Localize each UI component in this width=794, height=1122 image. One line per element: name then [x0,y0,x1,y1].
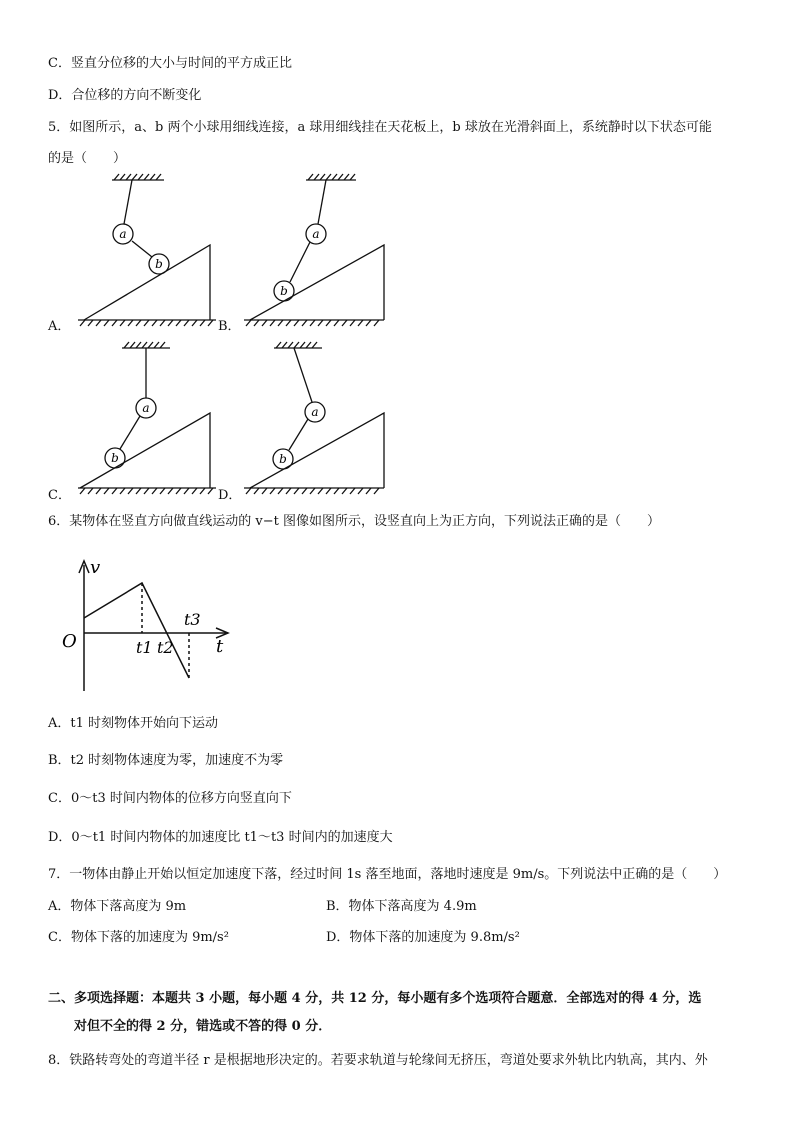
q4-option-c: C．竖直分位移的大小与时间的平方成正比 [48,56,292,71]
q7-option-c: C．物体下落的加速度为 9m/s² [48,930,229,945]
q6-option-b: B．t2 时刻物体速度为零，加速度不为零 [48,753,284,768]
ball-a-label: a [311,405,319,419]
q4-option-d: D．合位移的方向不断变化 [48,88,202,103]
t3-label: t3 [184,610,201,629]
q5-figure-d [238,340,398,500]
ground-hatch [246,320,379,326]
q8-stem: 8．铁路转弯处的弯道半径 r 是根据地形决定的。若要求轨道与轮缘间无挤压，弯道处要求外轨比内轨高，其内、外 [48,1053,708,1068]
ball-b-label: b [280,284,288,298]
q7-option-a: A．物体下落高度为 9m [48,899,187,914]
v-axis-label: v [90,557,101,578]
ball-b-label: b [155,257,163,271]
vt-line [84,583,189,678]
ground-hatch [80,488,213,494]
ceiling-hatch [114,174,161,180]
q5-label-c: C． [48,488,71,503]
q6-stem: 6．某物体在竖直方向做直线运动的 v−t 图像如图所示，设竖直向上为正方向，下列说法正确的是（ ） [48,514,660,529]
ground-hatch [246,488,379,494]
section2-heading-line1: 二、多项选择题：本题共 3 小题，每小题 4 分，共 12 分，每小题有多个选项符合题意．全部选对的得 4 分，选 [48,991,702,1006]
q6-option-a: A．t1 时刻物体开始向下运动 [48,716,219,731]
q5-figure-a [70,172,230,332]
t2-label: t2 [157,638,174,657]
t-axis-label: t [216,636,224,657]
q5-stem-line1: 5．如图所示，a、b 两个小球用细线连接，a 球用细线挂在天花板上，b 球放在光滑斜面上，系统静时以下状态可能 [48,120,712,135]
q7-option-d: D．物体下落的加速度为 9.8m/s² [326,930,520,945]
ceiling-hatch [124,342,165,348]
ball-a-label: a [142,401,150,415]
q5-label-b: B． [218,319,241,334]
ceiling-hatch [276,342,317,348]
ball-a-label: a [119,227,127,241]
q5-label-d: D． [218,488,242,503]
ball-b-label: b [279,452,287,466]
q6-option-c: C．0～t3 时间内物体的位移方向竖直向下 [48,791,292,806]
ground-hatch [80,320,213,326]
t1-label: t1 [136,638,153,657]
q7-option-b: B．物体下落高度为 4.9m [326,899,477,914]
q5-stem-line2: 的是（ ） [48,151,127,166]
q5-figure-b [238,172,398,332]
q5-figure-c [70,340,230,500]
ceiling-hatch [308,174,355,180]
q6-vt-graph [56,555,246,700]
section2-heading-line2: 对但不全的得 2 分，错选或不答的得 0 分． [74,1019,332,1034]
ball-b-label: b [111,451,119,465]
q7-stem: 7．一物体由静止开始以恒定加速度下落，经过时间 1s 落至地面，落地时速度是 9m/s。下列说法中正确的是（ ） [48,867,727,882]
ball-a-label: a [312,227,320,241]
q5-label-a: A． [48,319,71,334]
origin-label: O [62,631,77,652]
q6-option-d: D．0～t1 时间内物体的加速度比 t1～t3 时间内的加速度大 [48,830,393,845]
